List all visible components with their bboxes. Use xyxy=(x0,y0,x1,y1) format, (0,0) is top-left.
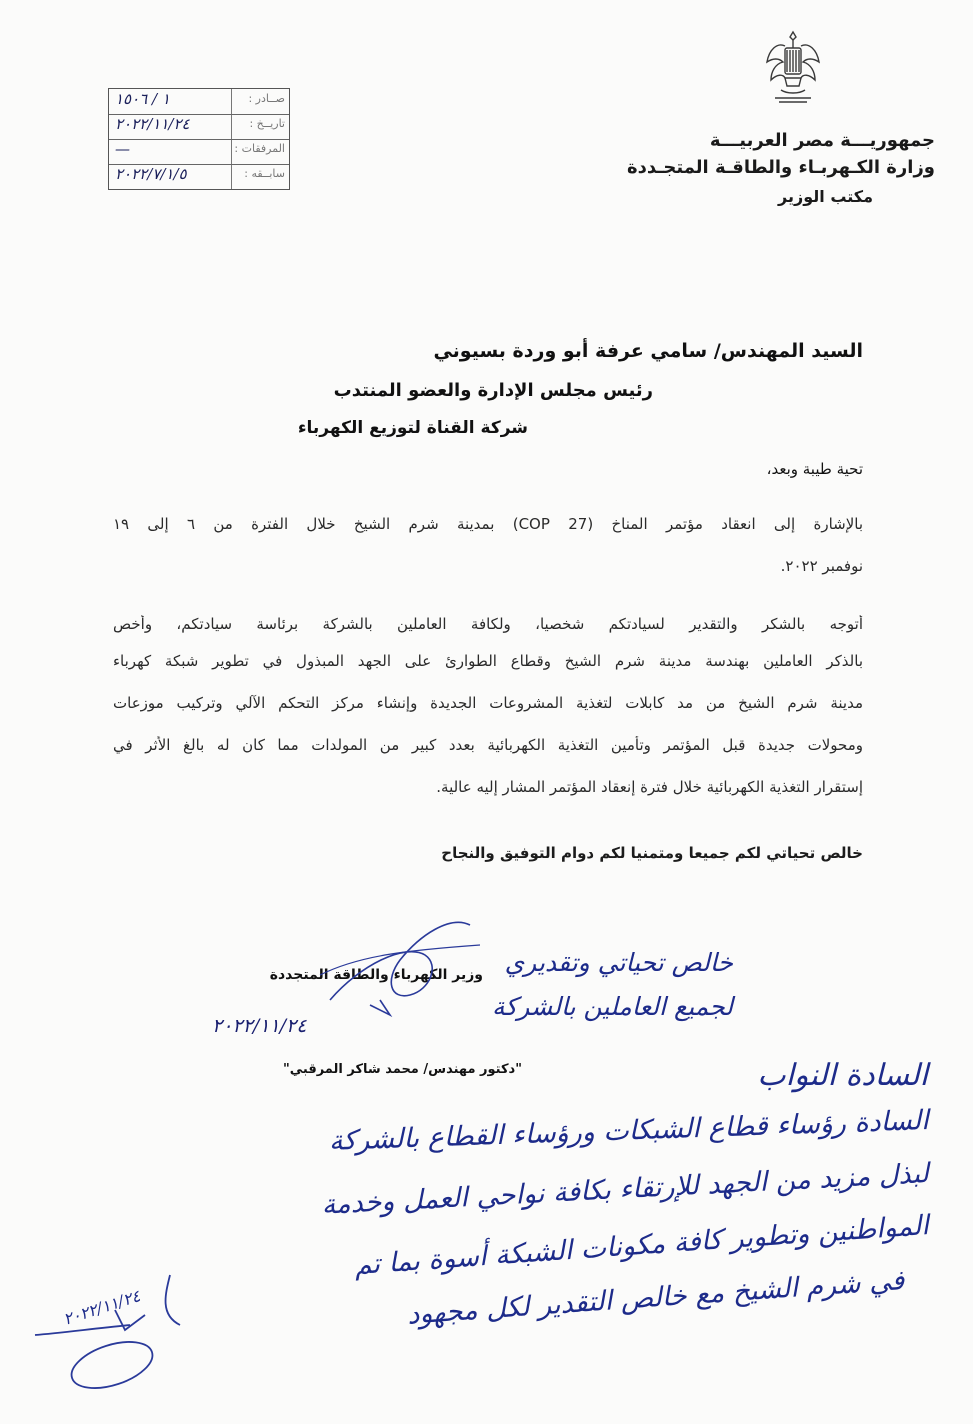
closing-line: خالص تحياتي لكم جميعا ومتمنيا لكم دوام التوفيق والنجاح xyxy=(441,844,863,862)
signature-scribble xyxy=(300,905,500,1025)
ref-value: ٢٠٢٢/٧/١/٥ xyxy=(115,165,187,183)
ref-value: ١ / ١٥٠٦ xyxy=(115,90,170,108)
office-name: مكتب الوزير xyxy=(778,187,873,206)
ref-row-previous xyxy=(109,164,289,189)
ref-row-attachments xyxy=(109,139,289,165)
ref-label: صــادر : xyxy=(248,92,285,105)
handwritten-note-line: خالص تحياتي وتقديري xyxy=(504,948,733,977)
signatory-title: وزير الكهرباء والطاقة المتجددة xyxy=(269,967,483,983)
signature-date: ٢٠٢٢/١١/٢٤ xyxy=(212,1015,307,1037)
ref-row-outgoing xyxy=(109,89,289,115)
handwritten-line: السادة رؤساء قطاع الشبكات ورؤساء القطاع بالشركة xyxy=(328,1105,930,1157)
ref-row-date xyxy=(109,114,289,140)
ref-label: المرفقات : xyxy=(234,142,285,155)
paragraph-2-line: ومحولات جديدة قبل المؤتمر وتأمين التغذية الكهربائية بعدد كبير من المولدات مما كان له بالغ الأثر في xyxy=(113,736,863,754)
ministry-name: وزارة الكـهربـاء والطاقـة المتجـددة xyxy=(626,157,935,178)
paragraph-2-line: إستقرار التغذية الكهربائية خلال فترة إنعقاد المؤتمر المشار إليه عالية. xyxy=(436,778,863,796)
initials-scribble xyxy=(20,1255,220,1405)
paragraph-1-line: بالإشارة إلى انعقاد مؤتمر المناخ (COP 27) بمدينة شرم الشيخ خلال الفترة من ٦ إلى ١٩ xyxy=(113,515,863,533)
handwritten-line: المواطنين وتطوير كافة مكونات الشبكة أسوة بما تم xyxy=(353,1210,931,1282)
ministry-header xyxy=(605,128,935,212)
greeting: تحية طيبة وبعد، xyxy=(766,460,863,478)
addressee-name: السيد المهندس/ سامي عرفة أبو وردة بسيوني xyxy=(433,340,863,362)
handwritten-note-line: لجميع العاملين بالشركة xyxy=(491,992,733,1021)
handwritten-line: السادة النواب xyxy=(757,1058,928,1093)
handwritten-line: في شرم الشيخ مع خالص التقدير لكل مجهود xyxy=(406,1265,906,1331)
handwritten-line: لبذل مزيد من الجهد للإرتقاء بكافة نواحي العمل وخدمة xyxy=(320,1158,930,1221)
ref-value: ٢٠٢٢/١١/٢٤ xyxy=(115,115,190,133)
handwritten-initials-date: ٢٠٢٢/١١/٢٤ xyxy=(61,1286,143,1329)
paragraph-2-line: بالذكر العاملين بهندسة مدينة شرم الشيخ وقطاع الطوارئ على الجهد المبذول في تطوير شبكة كهرباء xyxy=(113,652,863,670)
ref-value: — xyxy=(115,140,130,158)
signatory-name: "دكتور مهندس/ محمد شاكر المرقبي" xyxy=(282,1062,522,1077)
eagle-emblem-icon xyxy=(763,28,823,108)
paragraph-2-line: مدينة شرم الشيخ من مد كابلات لتغذية المشروعات الجديدة وإنشاء مركز التحكم الآلي وتركيب موزعات xyxy=(113,694,863,712)
ref-label: تاريــخ : xyxy=(249,117,285,130)
addressee-company: شركة القناة لتوزيع الكهرباء xyxy=(297,418,528,438)
paragraph-1-line: نوفمبر ٢٠٢٢. xyxy=(780,557,863,575)
addressee-position: رئيس مجلس الإدارة والعضو المنتدب xyxy=(333,380,653,401)
country-name: جمهوريـــة مصر العربيـــة xyxy=(709,130,935,151)
reference-box xyxy=(108,88,290,190)
paragraph-2-line: أتوجه بالشكر والتقدير لسيادتكم شخصيا، ولكافة العاملين بالشركة برئاسة سيادتكم، وأخص xyxy=(113,615,863,633)
ref-label: سابــقه : xyxy=(244,167,285,180)
